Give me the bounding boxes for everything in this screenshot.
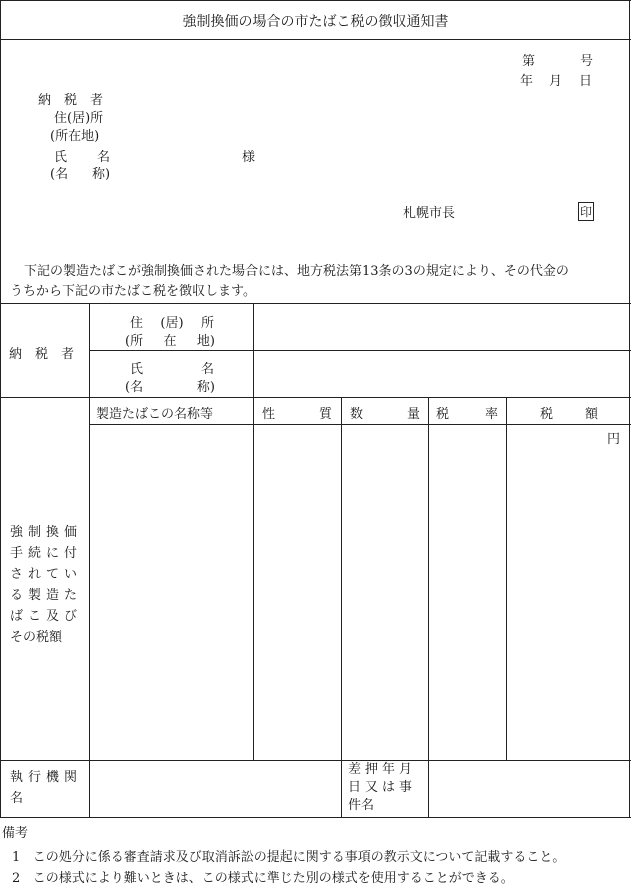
month-label: 月 <box>549 74 563 89</box>
col-header-rate <box>436 403 498 422</box>
addressee-name-label-2: 名 <box>97 150 111 165</box>
yen-unit: 円 <box>607 432 621 447</box>
col-header-quantity-1: 数 <box>350 407 364 422</box>
col-header-quantity <box>350 403 420 422</box>
seal-stamp: 印 <box>578 202 594 221</box>
col-header-amount-1: 税 <box>540 407 554 422</box>
seized-goods-label-line3: されてい <box>10 567 83 582</box>
number-label: 第 <box>522 54 536 69</box>
exec-top-rule <box>0 760 631 761</box>
table-name-label <box>130 358 214 377</box>
addressee-taxpayer-label: 納 税 者 <box>38 93 104 108</box>
col-header-nature-2: 質 <box>318 407 332 422</box>
notes-heading: 備考 <box>2 826 29 841</box>
seizure-date-label-line3: 件名 <box>348 798 375 813</box>
year-label: 年 <box>520 74 534 89</box>
note-item-2 <box>12 867 514 886</box>
table-name-sub-char-1: (名 <box>125 380 144 395</box>
column-header-rule <box>89 424 631 425</box>
addressee-name-sub-2: 称) <box>92 167 111 182</box>
col-divider-1 <box>253 397 254 760</box>
seized-goods-label-line2: 手続に付 <box>10 546 83 561</box>
col-divider-3 <box>428 397 429 818</box>
table-address-char-2: (居) <box>160 316 184 331</box>
col-header-quantity-2: 量 <box>406 407 420 422</box>
taxpayer-mid-rule <box>89 350 631 351</box>
table-address-sub <box>125 330 215 349</box>
seized-goods-label <box>10 522 82 648</box>
table-taxpayer-label: 納 税 者 <box>9 347 75 362</box>
addressee-address-sub: (所在地) <box>50 129 100 144</box>
col-header-product: 製造たばこの名称等 <box>96 407 214 422</box>
table-name-char-2: 名 <box>200 362 214 377</box>
day-label: 日 <box>579 74 593 89</box>
frame-left <box>0 0 1 818</box>
taxpayer-value-divider <box>253 303 254 397</box>
number-suffix: 号 <box>580 54 594 69</box>
seized-goods-label-line1: 強制換価 <box>10 525 83 540</box>
document-title: 強制換価の場合の市たばこ税の徴収通知書 <box>182 14 449 30</box>
addressee-honorific: 様 <box>242 150 256 165</box>
exec-agency-label-line1: 執行機関 <box>10 770 83 785</box>
title-rule <box>0 39 631 40</box>
seized-goods-label-line6: その税額 <box>10 630 63 645</box>
col-header-nature-1: 性 <box>262 407 276 422</box>
addressee-address-label: 住(居)所 <box>54 111 104 126</box>
frame-top <box>0 0 631 1</box>
table-name-char-1: 氏 <box>130 362 144 377</box>
seizure-date-label-line1: 差押年月 <box>348 762 417 777</box>
frame-right <box>629 0 630 818</box>
col-divider-2 <box>341 397 342 818</box>
col-header-amount-2: 額 <box>584 407 598 422</box>
seized-goods-label-line4: る製造た <box>10 588 83 603</box>
col-header-amount <box>540 403 598 422</box>
note-item-1 <box>12 846 565 865</box>
table-address-label <box>130 312 214 331</box>
col-header-nature <box>262 403 332 422</box>
col-header-rate-2: 率 <box>484 407 498 422</box>
issuer-mayor: 札幌市長 <box>403 206 456 221</box>
exec-agency-label-line2: 名 <box>10 791 29 806</box>
body-text-line1: 下記の製造たばこが強制換価された場合には、地方税法第13条の3の規定により、その代金の <box>24 264 569 279</box>
table-address-sub-char-2: 在 <box>163 334 177 349</box>
seized-goods-label-line5: ばこ及び <box>10 609 83 624</box>
exec-agency-label <box>10 767 82 809</box>
note-item-1-num: 1 <box>12 850 21 865</box>
note-item-1-text: この処分に係る審査請求及び取消訴訟の提起に関する事項の教示文について記載すること。 <box>32 850 566 865</box>
note-item-2-text: この様式により難いときは、この様式に準じた別の様式を使用することができる。 <box>32 871 514 886</box>
taxpayer-bottom-rule <box>0 397 631 398</box>
table-name-sub-char-2: 称) <box>196 380 215 395</box>
note-item-2-num: 2 <box>12 871 21 886</box>
table-address-sub-char-1: (所 <box>125 334 144 349</box>
col-header-rate-1: 税 <box>436 407 450 422</box>
seizure-date-label-line2: 日又は事 <box>348 780 417 795</box>
table-top-rule <box>0 303 631 304</box>
table-address-sub-char-3: 地) <box>196 334 215 349</box>
addressee-name-label-1: 氏 <box>54 150 68 165</box>
table-name-sub <box>125 376 215 395</box>
seizure-date-label <box>348 761 416 815</box>
col-divider-4 <box>506 397 507 760</box>
table-address-char-1: 住 <box>130 316 144 331</box>
body-text-line2: うちから下記の市たばこ税を徴収します。 <box>10 284 256 299</box>
left-label-divider <box>89 303 90 818</box>
frame-bottom <box>0 817 631 818</box>
addressee-name-sub-1: (名 <box>50 167 69 182</box>
table-address-char-3: 所 <box>200 316 214 331</box>
